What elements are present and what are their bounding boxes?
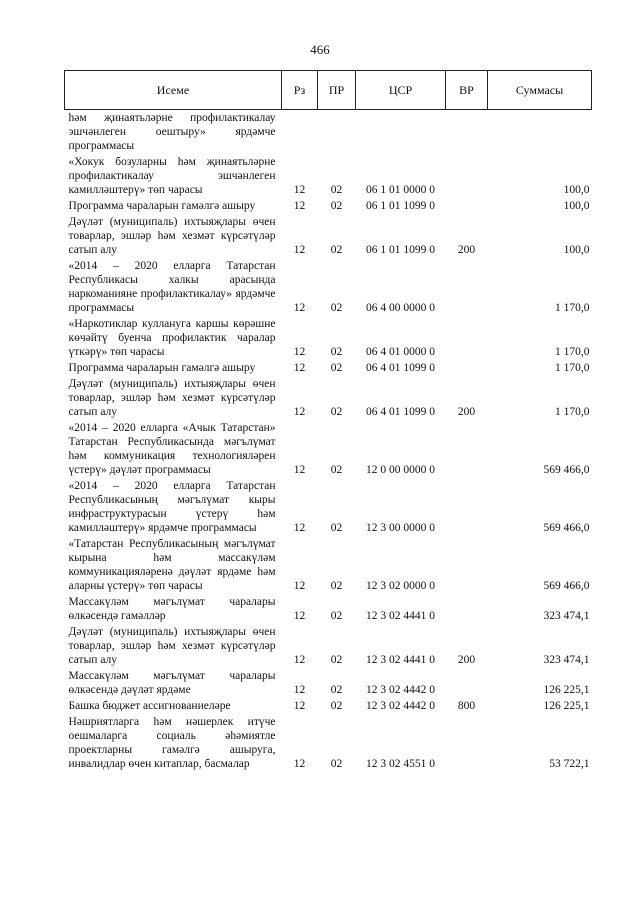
cell-pr: 02 [330,200,343,212]
cell-rz: 12 [293,654,306,666]
header-vr: ВР [446,71,488,110]
cell-rz: 12 [293,406,306,418]
cell-sum: 126 225,1 [543,684,590,696]
table-row [65,376,592,420]
cell-name: «2014 – 2020 елларга «Ачык Татарстан» Татарстан Республикасында мәгълүмат һәм коммуникация технологияләрен үстерү» дәүләт программасы [68,422,276,476]
table-row [65,154,592,198]
cell-vr [446,198,488,214]
cell-vr [446,110,488,155]
cell-csr [356,110,446,155]
table-header-row [65,71,592,110]
table-row [65,198,592,214]
header-name: Исеме [65,71,282,110]
cell-rz: 12 [293,346,306,358]
cell-sum: 569 466,0 [543,464,590,476]
cell-sum: 100,0 [563,200,590,212]
cell-rz [282,110,318,155]
cell-name: Нәшриятларга һәм нәшерлек итүче оешмаларга социаль әһәмиятле проектларны гамәлгә ашыруга, инвалидлар өчен китаплар, басмалар [68,716,276,770]
cell-pr: 02 [330,302,343,314]
cell-name: Дәүләт (муниципаль) ихтыяҗлары өчен товарлар, эшләр һәм хезмәт күрсәтүләр сатып алу [68,216,276,256]
cell-csr: 06 1 01 0000 0 [366,184,435,196]
cell-name: «Хокук бозуларны һәм җинаятьләрне профилактикалау эшчәнлеген камилләштерү» төп чарасы [68,156,276,196]
cell-name: Дәүләт (муниципаль) ихтыяҗлары өчен товарлар, эшләр һәм хезмәт күрсәтүләр сатып алу [68,378,276,418]
cell-vr [446,536,488,594]
table-row [65,316,592,360]
cell-vr: 800 [457,700,476,712]
header-sum: Суммасы [488,71,592,110]
cell-name: Башка бюджет ассигнованиеләре [68,700,231,712]
cell-csr: 06 1 01 1099 0 [366,200,435,212]
cell-rz: 12 [293,684,306,696]
header-pr: ПР [318,71,356,110]
table-row [65,714,592,772]
table-row [65,258,592,316]
cell-vr: 200 [457,406,476,418]
cell-rz: 12 [293,302,306,314]
cell-rz: 12 [293,610,306,622]
cell-pr: 02 [330,700,343,712]
page-number: 466 [310,42,330,57]
table-row [65,360,592,376]
cell-vr [446,154,488,198]
cell-csr: 12 3 00 0000 0 [366,522,435,534]
header-csr: ЦСР [356,71,446,110]
cell-vr [446,420,488,478]
cell-csr: 12 3 02 4441 0 [366,654,435,666]
cell-vr: 200 [457,654,476,666]
cell-name: Дәүләт (муниципаль) ихтыяҗлары өчен товарлар, эшләр һәм хезмәт күрсәтүләр сатып алу [68,626,276,666]
cell-csr: 06 1 01 1099 0 [366,244,435,256]
cell-sum: 126 225,1 [543,700,590,712]
cell-rz: 12 [293,362,306,374]
cell-rz: 12 [293,464,306,476]
cell-pr: 02 [330,184,343,196]
cell-name: һәм җинаятьләрне профилактикалау эшчәнлеген оештыру» ярдәмче программасы [68,112,276,152]
cell-vr [446,714,488,772]
cell-pr: 02 [330,580,343,592]
cell-sum: 1 170,0 [555,302,590,314]
cell-name: Массакүләм мәгълүмат чаралары өлкәсендә дәүләт ярдәме [68,670,276,696]
cell-pr [318,110,356,155]
cell-csr: 12 3 02 0000 0 [366,580,435,592]
header-rz: Рз [282,71,318,110]
cell-vr [446,668,488,698]
cell-pr: 02 [330,758,343,770]
cell-pr: 02 [330,610,343,622]
cell-sum: 323 474,1 [543,654,590,666]
table-row [65,594,592,624]
cell-name: «Наркотиклар куллануга каршы көрәшне көчәйтү буенча профилактик чаралар үткәрү» төп чарасы [68,318,276,358]
cell-pr: 02 [330,346,343,358]
table-row [65,668,592,698]
cell-csr: 12 3 02 4551 0 [366,758,435,770]
cell-rz: 12 [293,200,306,212]
cell-vr [446,258,488,316]
cell-rz: 12 [293,700,306,712]
cell-sum: 53 722,1 [549,758,590,770]
cell-sum [488,110,592,155]
cell-sum: 1 170,0 [555,362,590,374]
cell-rz: 12 [293,758,306,770]
cell-sum: 569 466,0 [543,580,590,592]
cell-pr: 02 [330,654,343,666]
cell-name: «Татарстан Республикасының мәгълүмат кырына һәм массакүләм коммуникацияләренә дәүләт ярдәме һәм аларны үстерү» төп чарасы [68,538,276,592]
cell-sum: 1 170,0 [555,406,590,418]
budget-table [64,70,592,772]
cell-csr: 12 3 02 4442 0 [366,700,435,712]
cell-csr: 06 4 01 0000 0 [366,346,435,358]
cell-sum: 100,0 [563,244,590,256]
cell-pr: 02 [330,406,343,418]
table-row [65,420,592,478]
cell-vr: 200 [457,244,476,256]
cell-pr: 02 [330,522,343,534]
cell-rz: 12 [293,244,306,256]
cell-rz: 12 [293,580,306,592]
cell-name: Программа чараларын гамәлгә ашыру [68,362,256,374]
cell-sum: 569 466,0 [543,522,590,534]
table-row [65,624,592,668]
cell-sum: 1 170,0 [555,346,590,358]
cell-csr: 12 3 02 4442 0 [366,684,435,696]
table-row [65,478,592,536]
cell-name: Массакүләм мәгълүмат чаралары өлкәсендә гамәлләр [68,596,276,622]
cell-csr: 06 4 00 0000 0 [366,302,435,314]
cell-vr [446,478,488,536]
cell-csr: 06 4 01 1099 0 [366,362,435,374]
table-row [65,110,592,155]
cell-pr: 02 [330,464,343,476]
cell-rz: 12 [293,184,306,196]
cell-sum: 100,0 [563,184,590,196]
cell-name: «2014 – 2020 елларга Татарстан Республикасының мәгълүмат кыры инфраструктурасын үстерү һәм камилләштерү» ярдәмче программасы [68,480,276,534]
cell-vr [446,360,488,376]
table-row [65,536,592,594]
cell-name: «2014 – 2020 елларга Татарстан Республикасы халкы арасында наркоманияне профилактикалау» ярдәмче программасы [68,260,276,314]
cell-csr: 06 4 01 1099 0 [366,406,435,418]
cell-vr [446,594,488,624]
cell-pr: 02 [330,684,343,696]
cell-pr: 02 [330,362,343,374]
table-row [65,698,592,714]
cell-csr: 12 3 02 4441 0 [366,610,435,622]
cell-pr: 02 [330,244,343,256]
cell-csr: 12 0 00 0000 0 [366,464,435,476]
cell-sum: 323 474,1 [543,610,590,622]
table-row [65,214,592,258]
cell-vr [446,316,488,360]
cell-name: Программа чараларын гамәлгә ашыру [68,200,256,212]
cell-rz: 12 [293,522,306,534]
